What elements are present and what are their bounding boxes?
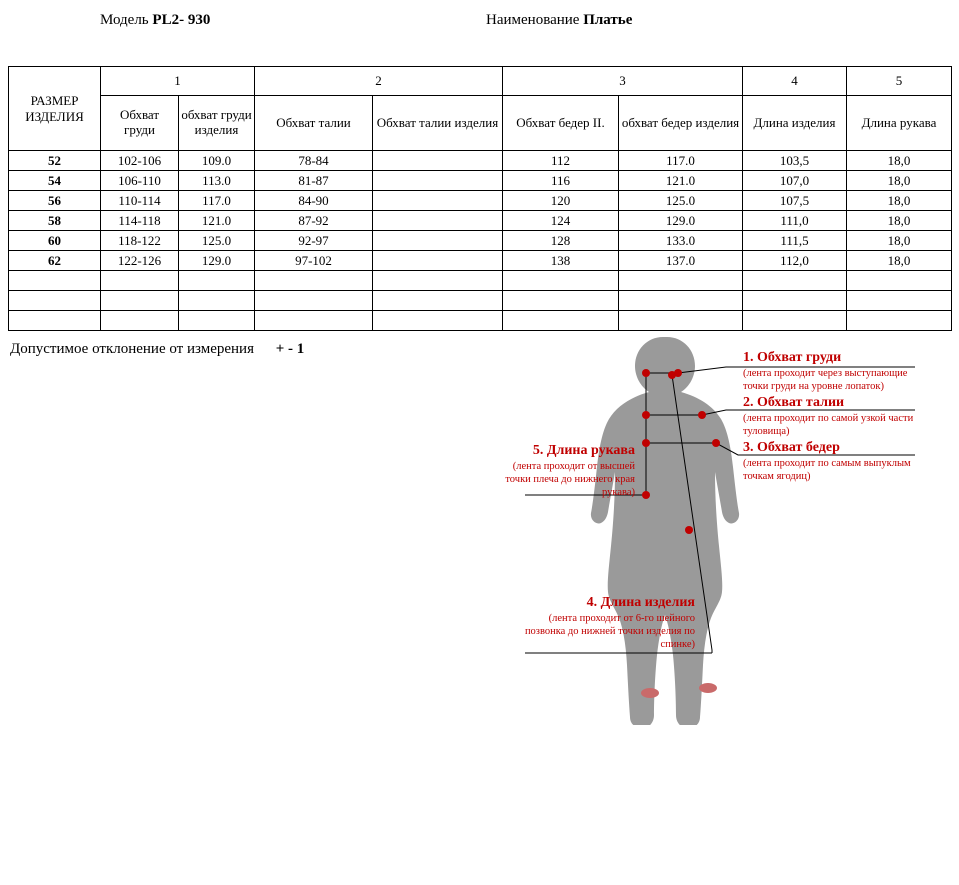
- cell-size: 54: [9, 171, 101, 191]
- model-value: PL2- 930: [152, 12, 211, 28]
- cell-chest: 106-110: [101, 171, 179, 191]
- cell-product-length: 111,0: [743, 211, 847, 231]
- cell-waist: 87-92: [255, 211, 373, 231]
- column-header-waist-garment: Обхват талии изделия: [373, 96, 503, 151]
- cell-product-length: [743, 291, 847, 311]
- cell-hips: [503, 271, 619, 291]
- cell-chest-garment: [179, 291, 255, 311]
- cell-product-length: 112,0: [743, 251, 847, 271]
- annotation-chest: [743, 350, 928, 393]
- cell-chest: 114-118: [101, 211, 179, 231]
- cell-waist: 84-90: [255, 191, 373, 211]
- corner-label: РАЗМЕР ИЗДЕЛИЯ: [25, 92, 84, 124]
- cell-hips: 138: [503, 251, 619, 271]
- female-silhouette-icon: [591, 337, 739, 725]
- deviation-value: + - 1: [275, 341, 305, 357]
- table-row: [9, 271, 952, 291]
- cell-chest: 102-106: [101, 151, 179, 171]
- cell-hips-garment: [619, 291, 743, 311]
- cell-product-length: [743, 271, 847, 291]
- column-header-chest-garment: обхват груди изделия: [179, 96, 255, 151]
- cell-chest-garment: 109.0: [179, 151, 255, 171]
- annotation-waist-desc: (лента проходит по самой узкой части туловища): [743, 413, 914, 438]
- cell-waist: [255, 271, 373, 291]
- cell-waist: 97-102: [255, 251, 373, 271]
- table-row: [9, 251, 952, 271]
- column-header-product-length: Длина изделия: [743, 96, 847, 151]
- table-corner-cell: [9, 67, 101, 151]
- cell-waist-garment: [373, 291, 503, 311]
- cell-size: 62: [9, 251, 101, 271]
- cell-waist: 81-87: [255, 171, 373, 191]
- cell-chest: [101, 311, 179, 331]
- group-number-3: 3: [503, 67, 743, 96]
- annotation-product-length-desc: (лента проходит от 6-го шейного позвонка до нижней точки изделия по спинке): [524, 613, 695, 651]
- cell-sleeve-length: [847, 291, 952, 311]
- cell-chest: [101, 291, 179, 311]
- cell-size: 56: [9, 191, 101, 211]
- cell-size: [9, 291, 101, 311]
- cell-sleeve-length: 18,0: [847, 151, 952, 171]
- cell-hips: 116: [503, 171, 619, 191]
- annotation-chest-desc: (лента проходит через выступающие точки груди на уровне лопаток): [743, 368, 908, 393]
- group-number-4: 4: [743, 67, 847, 96]
- annotation-sleeve-title: 5. Длина рукава: [532, 443, 635, 458]
- deviation-text: Допустимое отклонение от измерения: [10, 341, 254, 357]
- cell-hips: [503, 291, 619, 311]
- cell-size: [9, 271, 101, 291]
- annotation-product-length: [520, 595, 695, 651]
- table-header-row: [9, 96, 952, 151]
- cell-chest-garment: 125.0: [179, 231, 255, 251]
- cell-hips-garment: 125.0: [619, 191, 743, 211]
- size-table: [8, 66, 952, 331]
- column-header-hips: Обхват бедер II.: [503, 96, 619, 151]
- cell-product-length: 107,5: [743, 191, 847, 211]
- table-row: [9, 171, 952, 191]
- cell-sleeve-length: 18,0: [847, 191, 952, 211]
- cell-waist-garment: [373, 271, 503, 291]
- column-header-hips-garment: обхват бедер изделия: [619, 96, 743, 151]
- cell-waist: 78-84: [255, 151, 373, 171]
- cell-sleeve-length: 18,0: [847, 231, 952, 251]
- cell-chest-garment: [179, 311, 255, 331]
- cell-hips-garment: 129.0: [619, 211, 743, 231]
- table-row: [9, 231, 952, 251]
- cell-hips: 124: [503, 211, 619, 231]
- cell-waist: 92-97: [255, 231, 373, 251]
- cell-waist-garment: [373, 151, 503, 171]
- group-number-1: 1: [101, 67, 255, 96]
- cell-chest-garment: 129.0: [179, 251, 255, 271]
- cell-size: 52: [9, 151, 101, 171]
- product-name-value: Платье: [583, 12, 633, 28]
- measurement-figure: [450, 315, 950, 725]
- cell-hips-garment: 133.0: [619, 231, 743, 251]
- cell-chest: 118-122: [101, 231, 179, 251]
- cell-chest-garment: 117.0: [179, 191, 255, 211]
- cell-waist-garment: [373, 251, 503, 271]
- annotation-product-length-title: 4. Длина изделия: [586, 595, 695, 610]
- cell-waist: [255, 291, 373, 311]
- annotation-waist-title: 2. Обхват талии: [743, 395, 845, 410]
- cell-hips: 128: [503, 231, 619, 251]
- document-header: [0, 12, 959, 34]
- annotation-hips-desc: (лента проходит по самым выпуклым точкам ягодиц): [743, 458, 911, 483]
- cell-hips-garment: [619, 271, 743, 291]
- cell-hips: 112: [503, 151, 619, 171]
- product-name-label: Наименование: [486, 12, 580, 28]
- cell-hips-garment: 137.0: [619, 251, 743, 271]
- annotation-waist: [743, 395, 918, 438]
- annotation-sleeve: [495, 443, 635, 499]
- cell-waist-garment: [373, 231, 503, 251]
- annotation-chest-title: 1. Обхват груди: [743, 350, 842, 365]
- cell-size: [9, 311, 101, 331]
- annotation-sleeve-desc: (лента проходит от высшей точки плеча до нижнего края рукава): [505, 461, 635, 499]
- cell-sleeve-length: 18,0: [847, 251, 952, 271]
- column-header-sleeve-length: Длина рукава: [847, 96, 952, 151]
- cell-hips-garment: 121.0: [619, 171, 743, 191]
- cell-chest-garment: 113.0: [179, 171, 255, 191]
- model-label: Модель: [100, 12, 149, 28]
- cell-chest: [101, 271, 179, 291]
- cell-waist-garment: [373, 211, 503, 231]
- cell-sleeve-length: 18,0: [847, 211, 952, 231]
- table-group-number-row: [9, 67, 952, 96]
- column-header-waist: Обхват талии: [255, 96, 373, 151]
- model-field: [100, 12, 210, 29]
- cell-product-length: 107,0: [743, 171, 847, 191]
- cell-hips: 120: [503, 191, 619, 211]
- group-number-5: 5: [847, 67, 952, 96]
- cell-chest: 122-126: [101, 251, 179, 271]
- annotation-hips: [743, 440, 921, 483]
- cell-hips-garment: 117.0: [619, 151, 743, 171]
- cell-chest-garment: [179, 271, 255, 291]
- cell-size: 60: [9, 231, 101, 251]
- cell-size: 58: [9, 211, 101, 231]
- annotation-hips-title: 3. Обхват бедер: [743, 440, 840, 455]
- table-row: [9, 291, 952, 311]
- group-number-2: 2: [255, 67, 503, 96]
- cell-chest-garment: 121.0: [179, 211, 255, 231]
- cell-chest: 110-114: [101, 191, 179, 211]
- cell-sleeve-length: 18,0: [847, 171, 952, 191]
- cell-product-length: 111,5: [743, 231, 847, 251]
- cell-product-length: 103,5: [743, 151, 847, 171]
- deviation-note: [10, 341, 304, 358]
- column-header-chest: Обхват груди: [101, 96, 179, 151]
- table-row: [9, 151, 952, 171]
- table-row: [9, 211, 952, 231]
- cell-waist-garment: [373, 171, 503, 191]
- product-name-field: [486, 12, 632, 29]
- cell-sleeve-length: [847, 271, 952, 291]
- cell-waist: [255, 311, 373, 331]
- cell-waist-garment: [373, 191, 503, 211]
- table-row: [9, 191, 952, 211]
